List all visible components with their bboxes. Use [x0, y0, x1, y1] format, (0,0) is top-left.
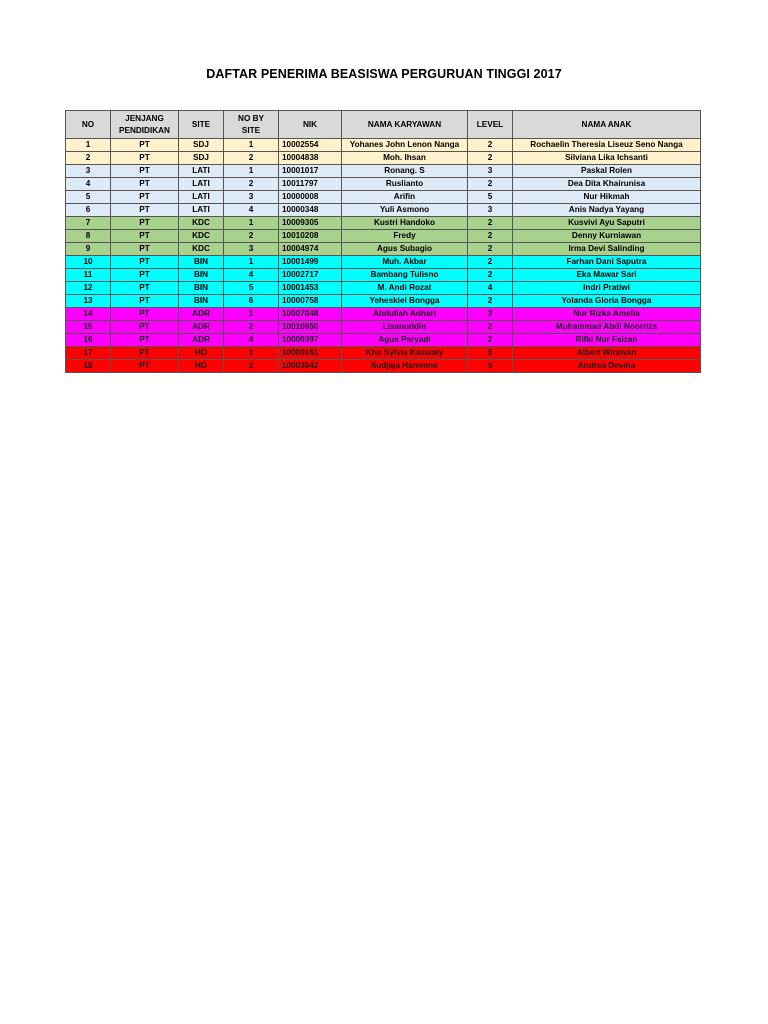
table-row: [66, 347, 701, 360]
cell-nik: 10000758: [279, 295, 342, 308]
scholarship-table: [65, 110, 701, 373]
cell-nama-anak: Yolanda Gloria Bongga: [513, 295, 701, 308]
cell-jenjang: PT: [111, 139, 179, 152]
cell-no-by-site: 2: [224, 230, 279, 243]
cell-nama-karyawan: Kustri Handoko: [342, 217, 468, 230]
cell-jenjang: PT: [111, 347, 179, 360]
cell-site: ADR: [179, 308, 224, 321]
cell-no: 8: [66, 230, 111, 243]
table-row: [66, 308, 701, 321]
header-no-by-site: [224, 111, 279, 139]
cell-nama-anak: Kusvivi Ayu Saputri: [513, 217, 701, 230]
table-row: [66, 230, 701, 243]
cell-no-by-site: 4: [224, 334, 279, 347]
cell-nama-karyawan: Yuli Asmono: [342, 204, 468, 217]
cell-level: 4: [468, 282, 513, 295]
cell-level: 2: [468, 217, 513, 230]
cell-level: 2: [468, 139, 513, 152]
cell-no-by-site: 1: [224, 165, 279, 178]
cell-nik: 10004838: [279, 152, 342, 165]
cell-nik: 10001499: [279, 256, 342, 269]
cell-site: BIN: [179, 256, 224, 269]
cell-nama-anak: Albert Wirawan: [513, 347, 701, 360]
cell-no-by-site: 1: [224, 308, 279, 321]
cell-nama-karyawan: Yeheskiel Bongga: [342, 295, 468, 308]
cell-jenjang: PT: [111, 191, 179, 204]
cell-level: 5: [468, 191, 513, 204]
cell-no-by-site: 2: [224, 152, 279, 165]
cell-nama-karyawan: Ruslianto: [342, 178, 468, 191]
table-row: [66, 321, 701, 334]
cell-jenjang: PT: [111, 282, 179, 295]
cell-level: 3: [468, 308, 513, 321]
cell-nama-anak: Farhan Dani Saputra: [513, 256, 701, 269]
table-row: [66, 178, 701, 191]
cell-no: 13: [66, 295, 111, 308]
table-row: [66, 139, 701, 152]
cell-no-by-site: 1: [224, 139, 279, 152]
cell-nik: 10003642: [279, 360, 342, 373]
cell-no-by-site: 4: [224, 269, 279, 282]
cell-site: ADR: [179, 334, 224, 347]
table-row: [66, 282, 701, 295]
table-header-row: [66, 111, 701, 139]
cell-no: 14: [66, 308, 111, 321]
header-nobysite-line1: NO BY: [238, 113, 264, 123]
cell-site: ADR: [179, 321, 224, 334]
table-row: [66, 334, 701, 347]
header-nama-anak: NAMA ANAK: [513, 111, 701, 139]
header-no: NO: [66, 111, 111, 139]
cell-jenjang: PT: [111, 256, 179, 269]
cell-jenjang: PT: [111, 334, 179, 347]
cell-nama-karyawan: Agus Subagio: [342, 243, 468, 256]
cell-nama-anak: Rochaelin Theresia Liseuz Seno Nanga: [513, 139, 701, 152]
cell-no-by-site: 2: [224, 360, 279, 373]
table-row: [66, 191, 701, 204]
cell-no: 7: [66, 217, 111, 230]
cell-no: 3: [66, 165, 111, 178]
cell-nama-karyawan: Ronang. S: [342, 165, 468, 178]
cell-site: SDJ: [179, 152, 224, 165]
cell-nama-anak: Silviana Lika Ichsanti: [513, 152, 701, 165]
cell-no-by-site: 3: [224, 191, 279, 204]
cell-jenjang: PT: [111, 243, 179, 256]
cell-jenjang: PT: [111, 217, 179, 230]
cell-jenjang: PT: [111, 360, 179, 373]
header-nik: NIK: [279, 111, 342, 139]
cell-no-by-site: 1: [224, 256, 279, 269]
cell-no-by-site: 3: [224, 243, 279, 256]
cell-no: 12: [66, 282, 111, 295]
cell-no-by-site: 1: [224, 347, 279, 360]
cell-nama-anak: Anis Nadya Yayang: [513, 204, 701, 217]
cell-nik: 10001453: [279, 282, 342, 295]
cell-nama-anak: Denny Kurniawan: [513, 230, 701, 243]
page-title: DAFTAR PENERIMA BEASISWA PERGURUAN TINGGI 2017: [206, 67, 562, 81]
cell-no: 4: [66, 178, 111, 191]
cell-nama-karyawan: M. Andi Rozat: [342, 282, 468, 295]
table-row: [66, 256, 701, 269]
header-site: SITE: [179, 111, 224, 139]
cell-nama-anak: Muhammad Abdi Noorriza: [513, 321, 701, 334]
cell-jenjang: PT: [111, 152, 179, 165]
cell-nama-karyawan: Moh. Ihsan: [342, 152, 468, 165]
cell-no-by-site: 5: [224, 282, 279, 295]
cell-nik: 10010950: [279, 321, 342, 334]
header-nama-karyawan: NAMA KARYAWAN: [342, 111, 468, 139]
cell-jenjang: PT: [111, 165, 179, 178]
cell-no: 17: [66, 347, 111, 360]
cell-nama-anak: Nur Rizka Amelia: [513, 308, 701, 321]
cell-nama-karyawan: Bambang Tulisno: [342, 269, 468, 282]
cell-site: LATI: [179, 178, 224, 191]
cell-nama-anak: Nur Hikmah: [513, 191, 701, 204]
cell-nama-karyawan: Muh. Akbar: [342, 256, 468, 269]
cell-no-by-site: 4: [224, 204, 279, 217]
table-row: [66, 217, 701, 230]
header-nobysite-line2: SITE: [241, 125, 261, 135]
cell-nama-anak: Indri Pratiwi: [513, 282, 701, 295]
cell-level: 2: [468, 230, 513, 243]
cell-jenjang: PT: [111, 269, 179, 282]
cell-nama-karyawan: Agus Paryadi: [342, 334, 468, 347]
cell-site: KDC: [179, 217, 224, 230]
cell-nik: 10002717: [279, 269, 342, 282]
cell-nama-anak: Andrea Devina: [513, 360, 701, 373]
cell-nama-karyawan: Fredy: [342, 230, 468, 243]
cell-level: 2: [468, 334, 513, 347]
cell-site: KDC: [179, 243, 224, 256]
cell-jenjang: PT: [111, 204, 179, 217]
cell-nik: 10002554: [279, 139, 342, 152]
cell-level: 3: [468, 204, 513, 217]
cell-nama-karyawan: Arifin: [342, 191, 468, 204]
cell-nik: 10000008: [279, 191, 342, 204]
cell-nik: 10000348: [279, 204, 342, 217]
table-row: [66, 165, 701, 178]
cell-level: 5: [468, 360, 513, 373]
table-body: [66, 139, 701, 373]
cell-site: BIN: [179, 295, 224, 308]
cell-site: HO: [179, 360, 224, 373]
cell-nama-anak: Eka Mawar Sari: [513, 269, 701, 282]
cell-jenjang: PT: [111, 230, 179, 243]
cell-site: BIN: [179, 282, 224, 295]
cell-nama-anak: Paskal Rolen: [513, 165, 701, 178]
cell-jenjang: PT: [111, 178, 179, 191]
cell-nik: 10011797: [279, 178, 342, 191]
cell-level: 2: [468, 321, 513, 334]
cell-site: SDJ: [179, 139, 224, 152]
cell-no: 2: [66, 152, 111, 165]
header-level: LEVEL: [468, 111, 513, 139]
cell-no: 16: [66, 334, 111, 347]
cell-nama-anak: Irma Devi Salinding: [513, 243, 701, 256]
cell-no: 5: [66, 191, 111, 204]
cell-jenjang: PT: [111, 295, 179, 308]
table-row: [66, 152, 701, 165]
cell-nik: 10007048: [279, 308, 342, 321]
cell-nik: 10010208: [279, 230, 342, 243]
header-jenjang-pendidikan: [111, 111, 179, 139]
cell-no: 18: [66, 360, 111, 373]
cell-nik: 10004974: [279, 243, 342, 256]
cell-level: 2: [468, 256, 513, 269]
cell-jenjang: PT: [111, 321, 179, 334]
cell-site: LATI: [179, 204, 224, 217]
cell-level: 2: [468, 243, 513, 256]
cell-site: KDC: [179, 230, 224, 243]
cell-nik: 10000161: [279, 347, 342, 360]
cell-no: 1: [66, 139, 111, 152]
cell-site: BIN: [179, 269, 224, 282]
cell-level: 3: [468, 165, 513, 178]
cell-nama-karyawan: Abdullah Adhari: [342, 308, 468, 321]
cell-no: 6: [66, 204, 111, 217]
cell-level: 5: [468, 347, 513, 360]
cell-site: LATI: [179, 165, 224, 178]
table-row: [66, 295, 701, 308]
cell-no: 11: [66, 269, 111, 282]
cell-nama-anak: Rifki Nur Faizan: [513, 334, 701, 347]
header-jenjang-line2: PENDIDIKAN: [119, 125, 170, 135]
cell-nama-karyawan: Sudjaja Harmono: [342, 360, 468, 373]
table-row: [66, 243, 701, 256]
table-row: [66, 204, 701, 217]
cell-no-by-site: 2: [224, 321, 279, 334]
cell-site: LATI: [179, 191, 224, 204]
table-row: [66, 360, 701, 373]
cell-no-by-site: 6: [224, 295, 279, 308]
cell-nik: 10001017: [279, 165, 342, 178]
cell-no: 15: [66, 321, 111, 334]
cell-nik: 10009305: [279, 217, 342, 230]
cell-no: 9: [66, 243, 111, 256]
cell-level: 2: [468, 295, 513, 308]
cell-nama-anak: Dea Dita Khairunisa: [513, 178, 701, 191]
table-row: [66, 269, 701, 282]
cell-level: 2: [468, 178, 513, 191]
cell-no-by-site: 2: [224, 178, 279, 191]
cell-nama-karyawan: Kho Sylvia Kaswaty: [342, 347, 468, 360]
header-jenjang-line1: JENJANG: [125, 113, 164, 123]
cell-nama-karyawan: Lisanuddin: [342, 321, 468, 334]
cell-level: 2: [468, 269, 513, 282]
cell-site: HO: [179, 347, 224, 360]
cell-level: 2: [468, 152, 513, 165]
cell-no-by-site: 1: [224, 217, 279, 230]
cell-nama-karyawan: Yohanes John Lenon Nanga: [342, 139, 468, 152]
cell-no: 10: [66, 256, 111, 269]
cell-nik: 10009397: [279, 334, 342, 347]
cell-jenjang: PT: [111, 308, 179, 321]
